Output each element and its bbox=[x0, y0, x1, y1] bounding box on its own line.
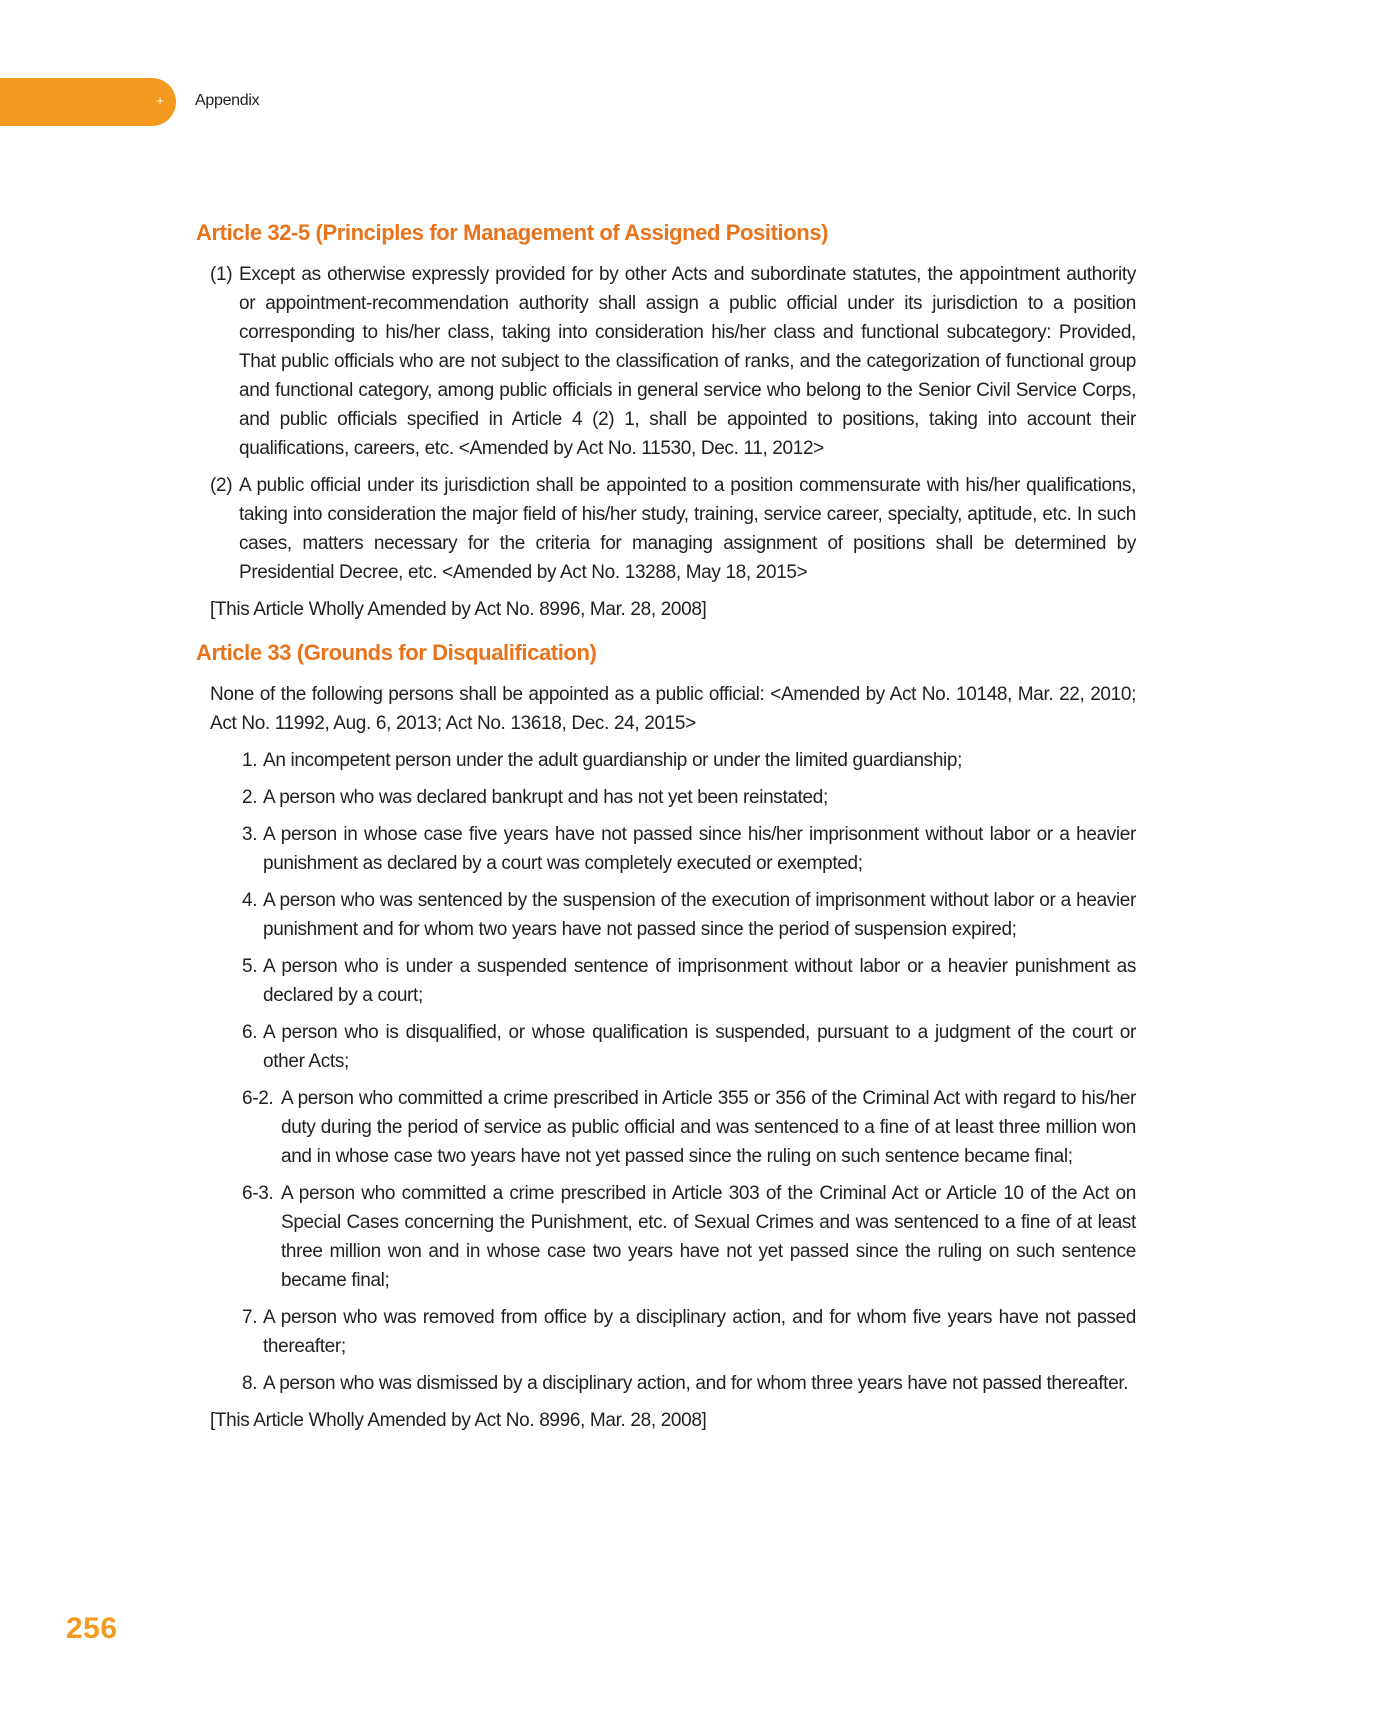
item-number: 1. bbox=[242, 750, 258, 771]
item-number: 2. bbox=[242, 787, 258, 808]
item-number: 6-3. bbox=[242, 1183, 274, 1204]
article-intro: None of the following persons shall be appointed as a public official: <Amended by Act No. 10148, Mar. 22, 2010; Act No. 11992, Aug. 6, 2013; Act No. 13618, Dec. 24, 2015> bbox=[210, 684, 1136, 734]
paragraph-number: (1) bbox=[210, 264, 233, 285]
item-text: A person who was sentenced by the suspension of the execution of imprisonment without labor or a heavier punishment and for whom two years have not passed since the period of suspension expired; bbox=[263, 890, 1136, 940]
item-number: 8. bbox=[242, 1373, 258, 1394]
list-item bbox=[196, 1179, 1136, 1295]
list-item bbox=[196, 1084, 1136, 1171]
item-number: 6-2. bbox=[242, 1088, 274, 1109]
paragraph-number: (2) bbox=[210, 475, 233, 496]
list-item bbox=[196, 1369, 1136, 1398]
article-33 bbox=[196, 638, 1136, 1435]
page-content bbox=[196, 218, 1136, 1449]
item-number: 6. bbox=[242, 1022, 258, 1043]
amendment-note: [This Article Wholly Amended by Act No. 8996, Mar. 28, 2008] bbox=[210, 1410, 707, 1431]
paragraph bbox=[196, 471, 1136, 587]
paragraph-text: A public official under its jurisdiction shall be appointed to a position commensurate with his/her qualifications, taking into consideration the major field of his/her study, training, service career, specialty, aptitude, etc. In such cases, matters necessary for the criteria for managing assignment of positions shall be determined by Presidential Decree, etc. <Amended by Act No. 13288, May 18, 2015> bbox=[239, 475, 1136, 583]
item-number: 3. bbox=[242, 824, 258, 845]
list-item bbox=[196, 1303, 1136, 1361]
item-text: A person who was dismissed by a disciplinary action, and for whom three years have not passed thereafter. bbox=[263, 1373, 1129, 1394]
section-tab bbox=[0, 78, 176, 126]
list-item bbox=[196, 886, 1136, 944]
article-title: Article 32-5 (Principles for Management of Assigned Positions) bbox=[196, 220, 829, 245]
item-text: A person who was removed from office by a disciplinary action, and for whom five years have not passed thereafter; bbox=[263, 1307, 1136, 1357]
item-text: A person who committed a crime prescribed in Article 355 or 356 of the Criminal Act with regard to his/her duty during the period of service as public official and was sentenced to a fine of at least three million won and in whose case two years have not yet passed since the ruling on such sentence became final; bbox=[281, 1088, 1136, 1167]
list-item bbox=[196, 746, 1136, 775]
list-item bbox=[196, 952, 1136, 1010]
list-item bbox=[196, 1018, 1136, 1076]
item-number: 4. bbox=[242, 890, 258, 911]
article-32-5 bbox=[196, 218, 1136, 624]
amendment-note: [This Article Wholly Amended by Act No. 8996, Mar. 28, 2008] bbox=[210, 599, 707, 620]
item-text: A person who is under a suspended sentence of imprisonment without labor or a heavier punishment as declared by a court; bbox=[263, 956, 1136, 1006]
plus-icon: + bbox=[156, 93, 164, 108]
paragraph-text: Except as otherwise expressly provided for by other Acts and subordinate statutes, the appointment authority or appointment-recommendation authority shall assign a public official under its jurisdiction to a position corresponding to his/her class, taking into consideration his/her class and functional subcategory: Provided, That public officials who are not subject to the classification of ranks, and the categorization of functional group and functional category, among public officials in general service who belong to the Senior Civil Service Corps, and public officials specified in Article 4 (2) 1, shall be appointed to positions, taking into account their qualifications, careers, etc. <Amended by Act No. 11530, Dec. 11, 2012> bbox=[239, 264, 1136, 459]
item-text: A person who was declared bankrupt and has not yet been reinstated; bbox=[263, 787, 828, 808]
article-title: Article 33 (Grounds for Disqualification) bbox=[196, 640, 597, 665]
item-text: A person who committed a crime prescribed in Article 303 of the Criminal Act or Article 10 of the Act on Special Cases concerning the Punishment, etc. of Sexual Crimes and was sentenced to a fine of at least three million won and in whose case two years have not yet passed since the ruling on such sentence became final; bbox=[281, 1183, 1136, 1291]
item-text: An incompetent person under the adult guardianship or under the limited guardianship; bbox=[263, 750, 963, 771]
item-text: A person in whose case five years have not passed since his/her imprisonment without labor or a heavier punishment as declared by a court was completely executed or exempted; bbox=[263, 824, 1136, 874]
item-number: 7. bbox=[242, 1307, 258, 1328]
item-number: 5. bbox=[242, 956, 258, 977]
item-text: A person who is disqualified, or whose qualification is suspended, pursuant to a judgment of the court or other Acts; bbox=[263, 1022, 1136, 1072]
list-item bbox=[196, 820, 1136, 878]
list-item bbox=[196, 783, 1136, 812]
running-header: Appendix bbox=[195, 92, 260, 109]
paragraph bbox=[196, 260, 1136, 463]
page-number: 256 bbox=[66, 1612, 118, 1645]
